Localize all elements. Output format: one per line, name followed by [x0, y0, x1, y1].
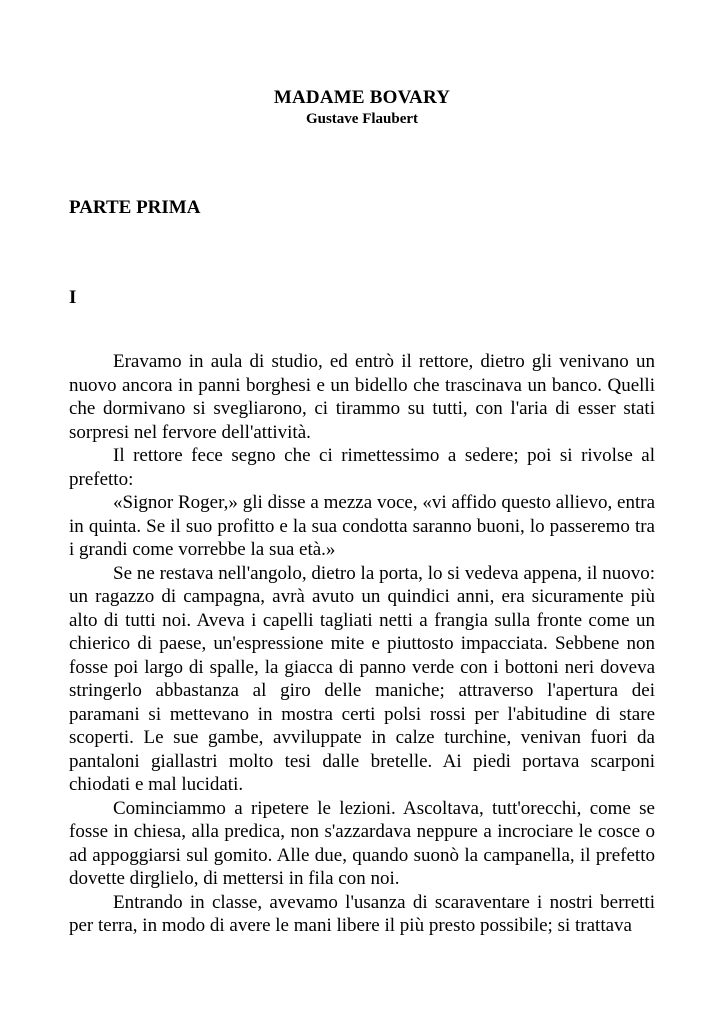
- paragraph: Entrando in classe, avevamo l'usanza di scaraventare i nostri berretti per terra, in modo di avere le mani libere il più presto possibile; si trattava: [69, 891, 655, 936]
- paragraph: Cominciammo a ripetere le lezioni. Ascoltava, tutt'orecchi, come se fosse in chiesa, alla predica, non s'azzardava neppure a incrociare le cosce o ad appoggiarsi sul gomito. Alle due, quando suonò la campanella, il prefetto dovette dirglielo, di mettersi in fila con noi.: [69, 797, 655, 889]
- paragraph: Il rettore fece segno che ci rimettessimo a sedere; poi si rivolse al prefetto:: [69, 445, 655, 490]
- chapter-body: [69, 350, 655, 938]
- book-author: Gustave Flaubert: [305, 111, 419, 127]
- paragraph: «Signor Roger,» gli disse a mezza voce, «vi affido questo allievo, entra in quinta. Se il suo profitto e la sua condotta saranno buoni, lo passeremo tra i grandi come vorrebbe la sua età.»: [69, 492, 655, 560]
- part-heading: PARTE PRIMA: [69, 197, 201, 218]
- paragraph: Se ne restava nell'angolo, dietro la porta, lo si vedeva appena, il nuovo: un ragazzo di campagna, avrà avuto un quindici anni, era sicuramente più alto di tutti noi. Aveva i capelli tagliati netti a frangia sulla fronte come un chierico di paese, un'espressione mite e piuttosto impacciata. Sebbene non fosse poi largo di spalle, la giacca di panno verde con i bottoni neri doveva stringerlo abbastanza al giro delle maniche; attraverso l'apertura dei paramani si mettevano in mostra certi polsi rossi per l'abitudine di stare scoperti. Le sue gambe, avviluppate in calze turchine, venivan fuori da pantaloni giallastri molto tesi dalle bretelle. Ai piedi portava scarponi chiodati e mal lucidati.: [69, 562, 655, 795]
- paragraph: Eravamo in aula di studio, ed entrò il rettore, dietro gli venivano un nuovo ancora in panni borghesi e un bidello che trascinava un banco. Quelli che dormivano si svegliarono, ci tirammo su tutti, con l'aria di esser stati sorpresi nel fervore dell'attività.: [69, 351, 655, 443]
- book-title: MADAME BOVARY: [273, 87, 451, 108]
- chapter-heading: I: [69, 287, 77, 308]
